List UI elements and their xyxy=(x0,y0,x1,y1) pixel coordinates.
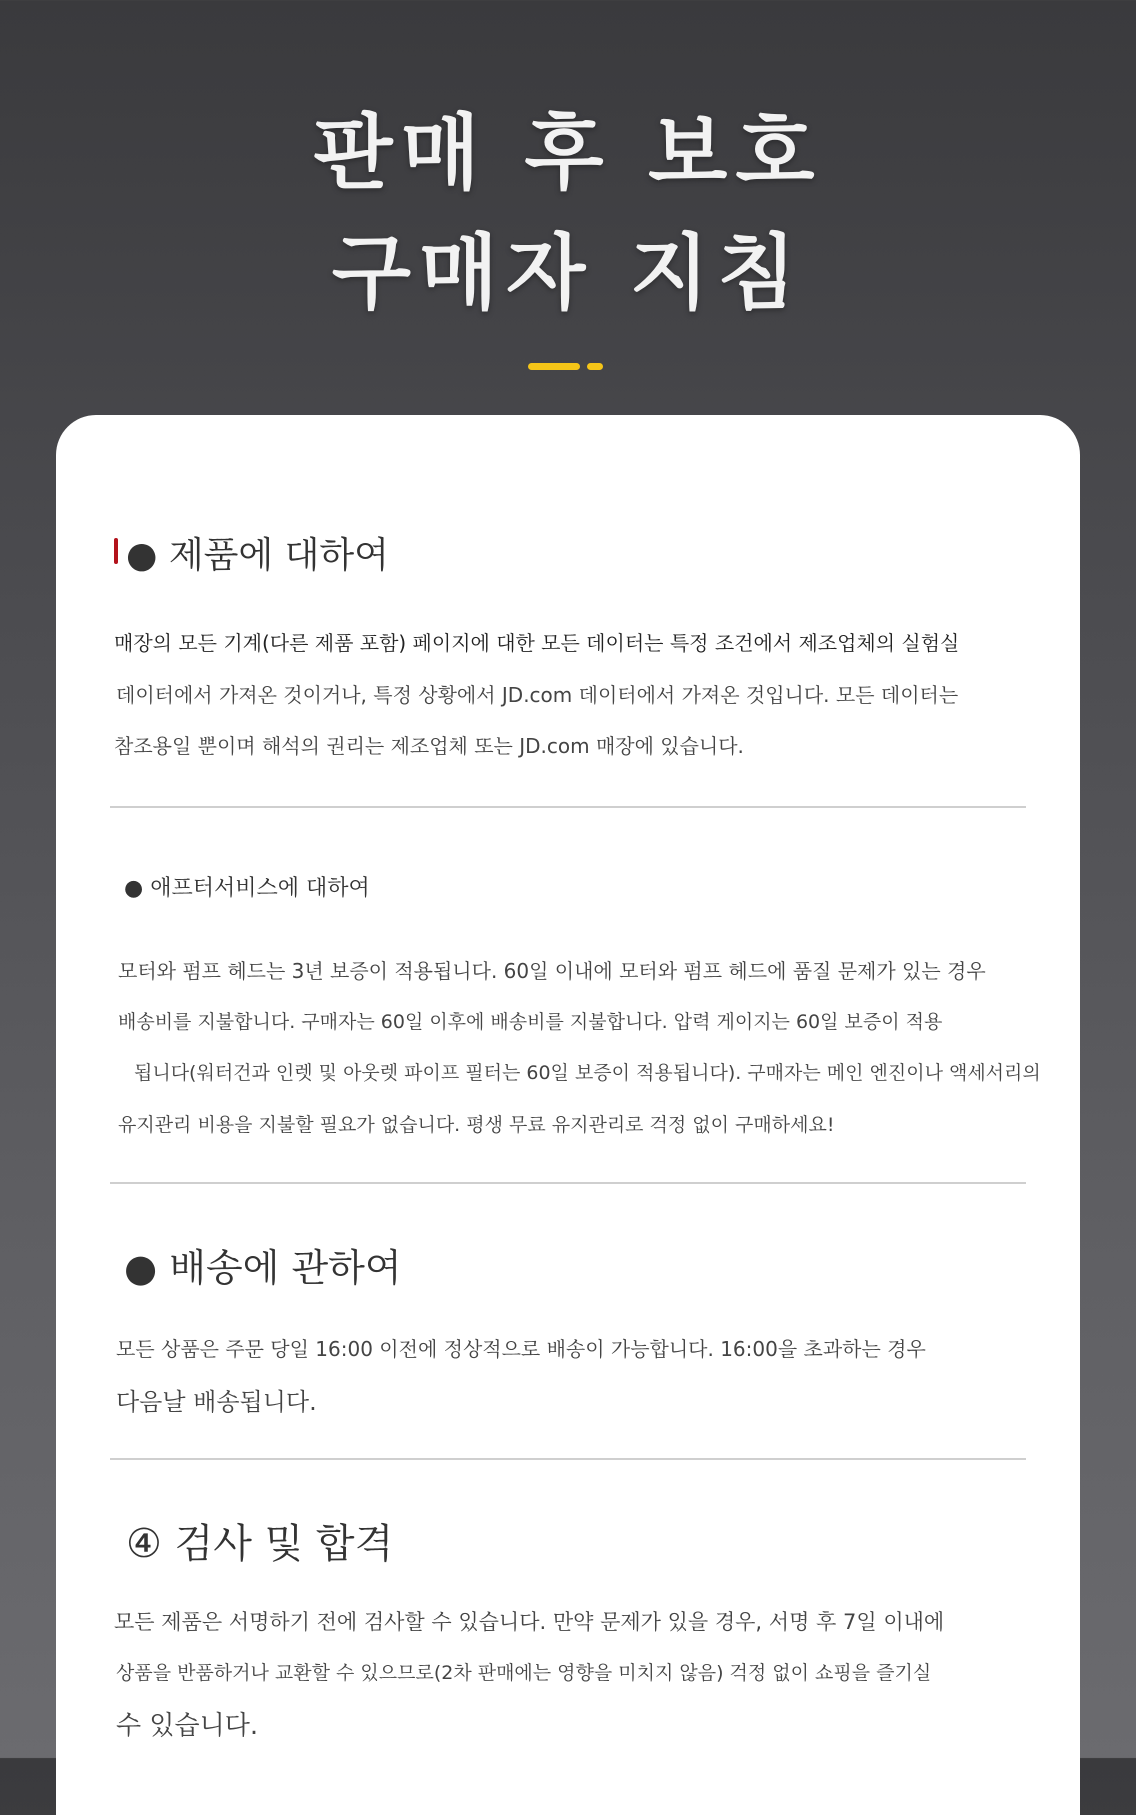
title-accent-bar xyxy=(528,363,580,370)
hero-banner xyxy=(0,0,1136,420)
title-accent-dot xyxy=(587,363,603,370)
paragraph-line: 됩니다(워터건과 인렛 및 아웃렛 파이프 필터는 60일 보증이 적용됩니다). 구매자는 메인 엔진이나 액세서리의 xyxy=(134,1062,1041,1084)
section-heading-delivery: ● 배송에 관하여 xyxy=(124,1246,402,1290)
paragraph-line: 유지관리 비용을 지불할 필요가 없습니다. 평생 무료 유지관리로 걱정 없이 구매하세요! xyxy=(118,1114,835,1136)
paragraph-line: 배송비를 지불합니다. 구매자는 60일 이후에 배송비를 지불합니다. 압력 게이지는 60일 보증이 적용 xyxy=(118,1011,943,1033)
page-title-line2: 구매자 지침 xyxy=(331,226,805,321)
paragraph-line: 모터와 펌프 헤드는 3년 보증이 적용됩니다. 60일 이내에 모터와 펌프 헤드에 품질 문제가 있는 경우 xyxy=(118,959,986,983)
section-heading-inspection: ④ 검사 및 합격 xyxy=(126,1521,394,1567)
paragraph-line: 수 있습니다. xyxy=(116,1711,259,1741)
red-marker-icon xyxy=(114,538,118,564)
section-divider xyxy=(110,1182,1026,1184)
section-divider xyxy=(110,1458,1026,1460)
content-card xyxy=(56,415,1080,1815)
paragraph-line: 데이터에서 가져온 것이거나, 특정 상황에서 JD.com 데이터에서 가져온 것입니다. 모든 데이터는 xyxy=(116,683,959,707)
section-heading-after-service: ● 애프터서비스에 대하여 xyxy=(124,876,370,901)
page-title-line1: 판매 후 보호 xyxy=(313,106,823,201)
paragraph-line: 다음날 배송됩니다. xyxy=(116,1388,317,1416)
paragraph-line: 상품을 반품하거나 교환할 수 있으므로(2차 판매에는 영향을 미치지 않음) 걱정 없이 쇼핑을 즐기실 xyxy=(116,1662,932,1684)
section-heading-product: ● 제품에 대하여 xyxy=(126,535,389,576)
section-divider xyxy=(110,806,1026,808)
paragraph-line: 모든 제품은 서명하기 전에 검사할 수 있습니다. 만약 문제가 있을 경우, 서명 후 7일 이내에 xyxy=(114,1610,945,1634)
paragraph-line: 모든 상품은 주문 당일 16:00 이전에 정상적으로 배송이 가능합니다. 16:00을 초과하는 경우 xyxy=(116,1337,926,1361)
paragraph-line: 참조용일 뿐이며 해석의 권리는 제조업체 또는 JD.com 매장에 있습니다. xyxy=(114,734,744,758)
paragraph-line: 매장의 모든 기계(다른 제품 포함) 페이지에 대한 모든 데이터는 특정 조건에서 제조업체의 실험실 xyxy=(114,631,960,655)
